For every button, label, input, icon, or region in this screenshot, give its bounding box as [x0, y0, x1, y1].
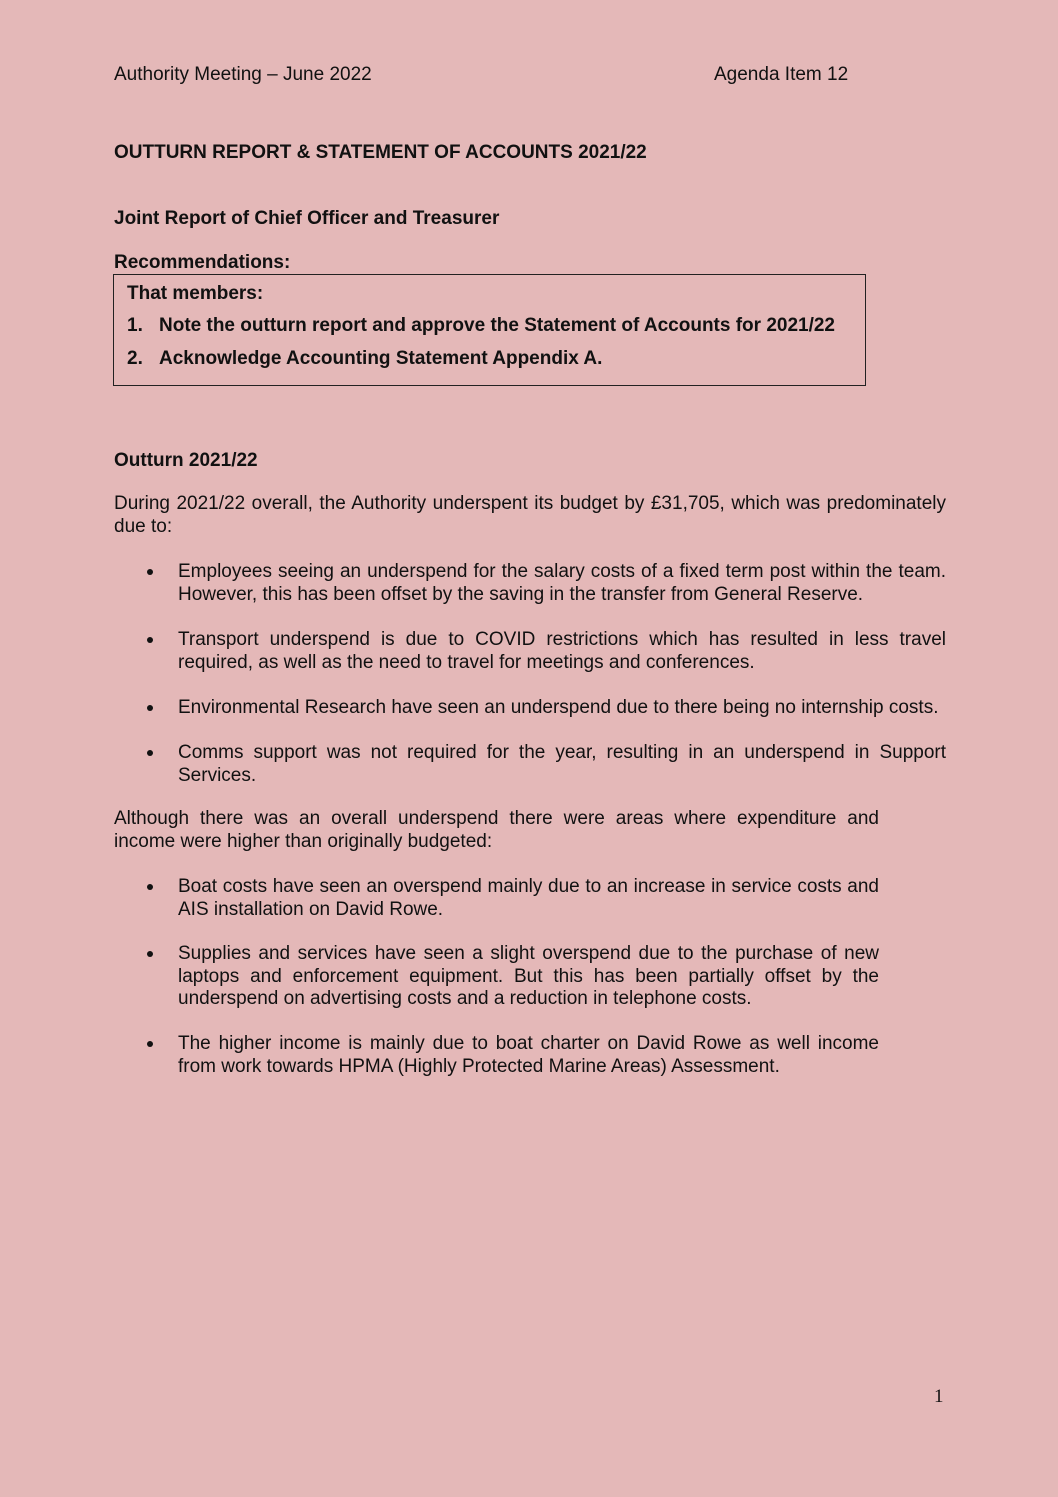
underspend-bullet-environmental-research: Environmental Research have seen an underspend due to there being no internship costs. [178, 697, 946, 720]
outturn-heading: Outturn 2021/22 [114, 450, 258, 471]
underspend-bullet-comms-support: Comms support was not required for the year, resulting in an underspend in Support Services. [178, 742, 946, 786]
outturn-intro-paragraph: During 2021/22 overall, the Authority underspent its budget by £31,705, which was predominately due to: [114, 493, 946, 537]
header-meeting-date: Authority Meeting – June 2022 [114, 64, 372, 85]
overspend-bullet-higher-income: The higher income is mainly due to boat charter on David Rowe as well income from work towards HPMA (Highly Protected Marine Areas) Assessment. [178, 1033, 879, 1077]
header-agenda-item: Agenda Item 12 [714, 64, 849, 85]
document-subtitle: Joint Report of Chief Officer and Treasurer [114, 208, 500, 229]
recommendation-number: 1. [127, 315, 143, 336]
underspend-bullet-transport: Transport underspend is due to COVID restrictions which has resulted in less travel required, as well as the need to travel for meetings and conferences. [178, 629, 946, 673]
recommendation-number: 2. [127, 348, 143, 369]
overspend-bullet-boat-costs: Boat costs have seen an overspend mainly due to an increase in service costs and AIS installation on David Rowe. [178, 876, 879, 920]
underspend-bullet-employees: Employees seeing an underspend for the salary costs of a fixed term post within the team. However, this has been offset by the saving in the transfer from General Reserve. [178, 561, 946, 605]
overspend-intro-paragraph: Although there was an overall underspend there were areas where expenditure and income were higher than originally budgeted: [114, 808, 879, 852]
document-title: OUTTURN REPORT & STATEMENT OF ACCOUNTS 2021/22 [114, 142, 647, 163]
overspend-bullet-supplies-services: Supplies and services have seen a slight overspend due to the purchase of new laptops and enforcement equipment. But this has been partially offset by the underspend on advertising costs and a reduction in telephone costs. [178, 943, 879, 1009]
recommendation-text: Note the outturn report and approve the Statement of Accounts for 2021/22 [159, 315, 836, 336]
page-number: 1 [934, 1386, 944, 1407]
recommendations-intro: That members: [127, 283, 264, 304]
recommendation-text: Acknowledge Accounting Statement Appendix A. [159, 348, 603, 369]
recommendations-heading: Recommendations: [114, 252, 291, 273]
